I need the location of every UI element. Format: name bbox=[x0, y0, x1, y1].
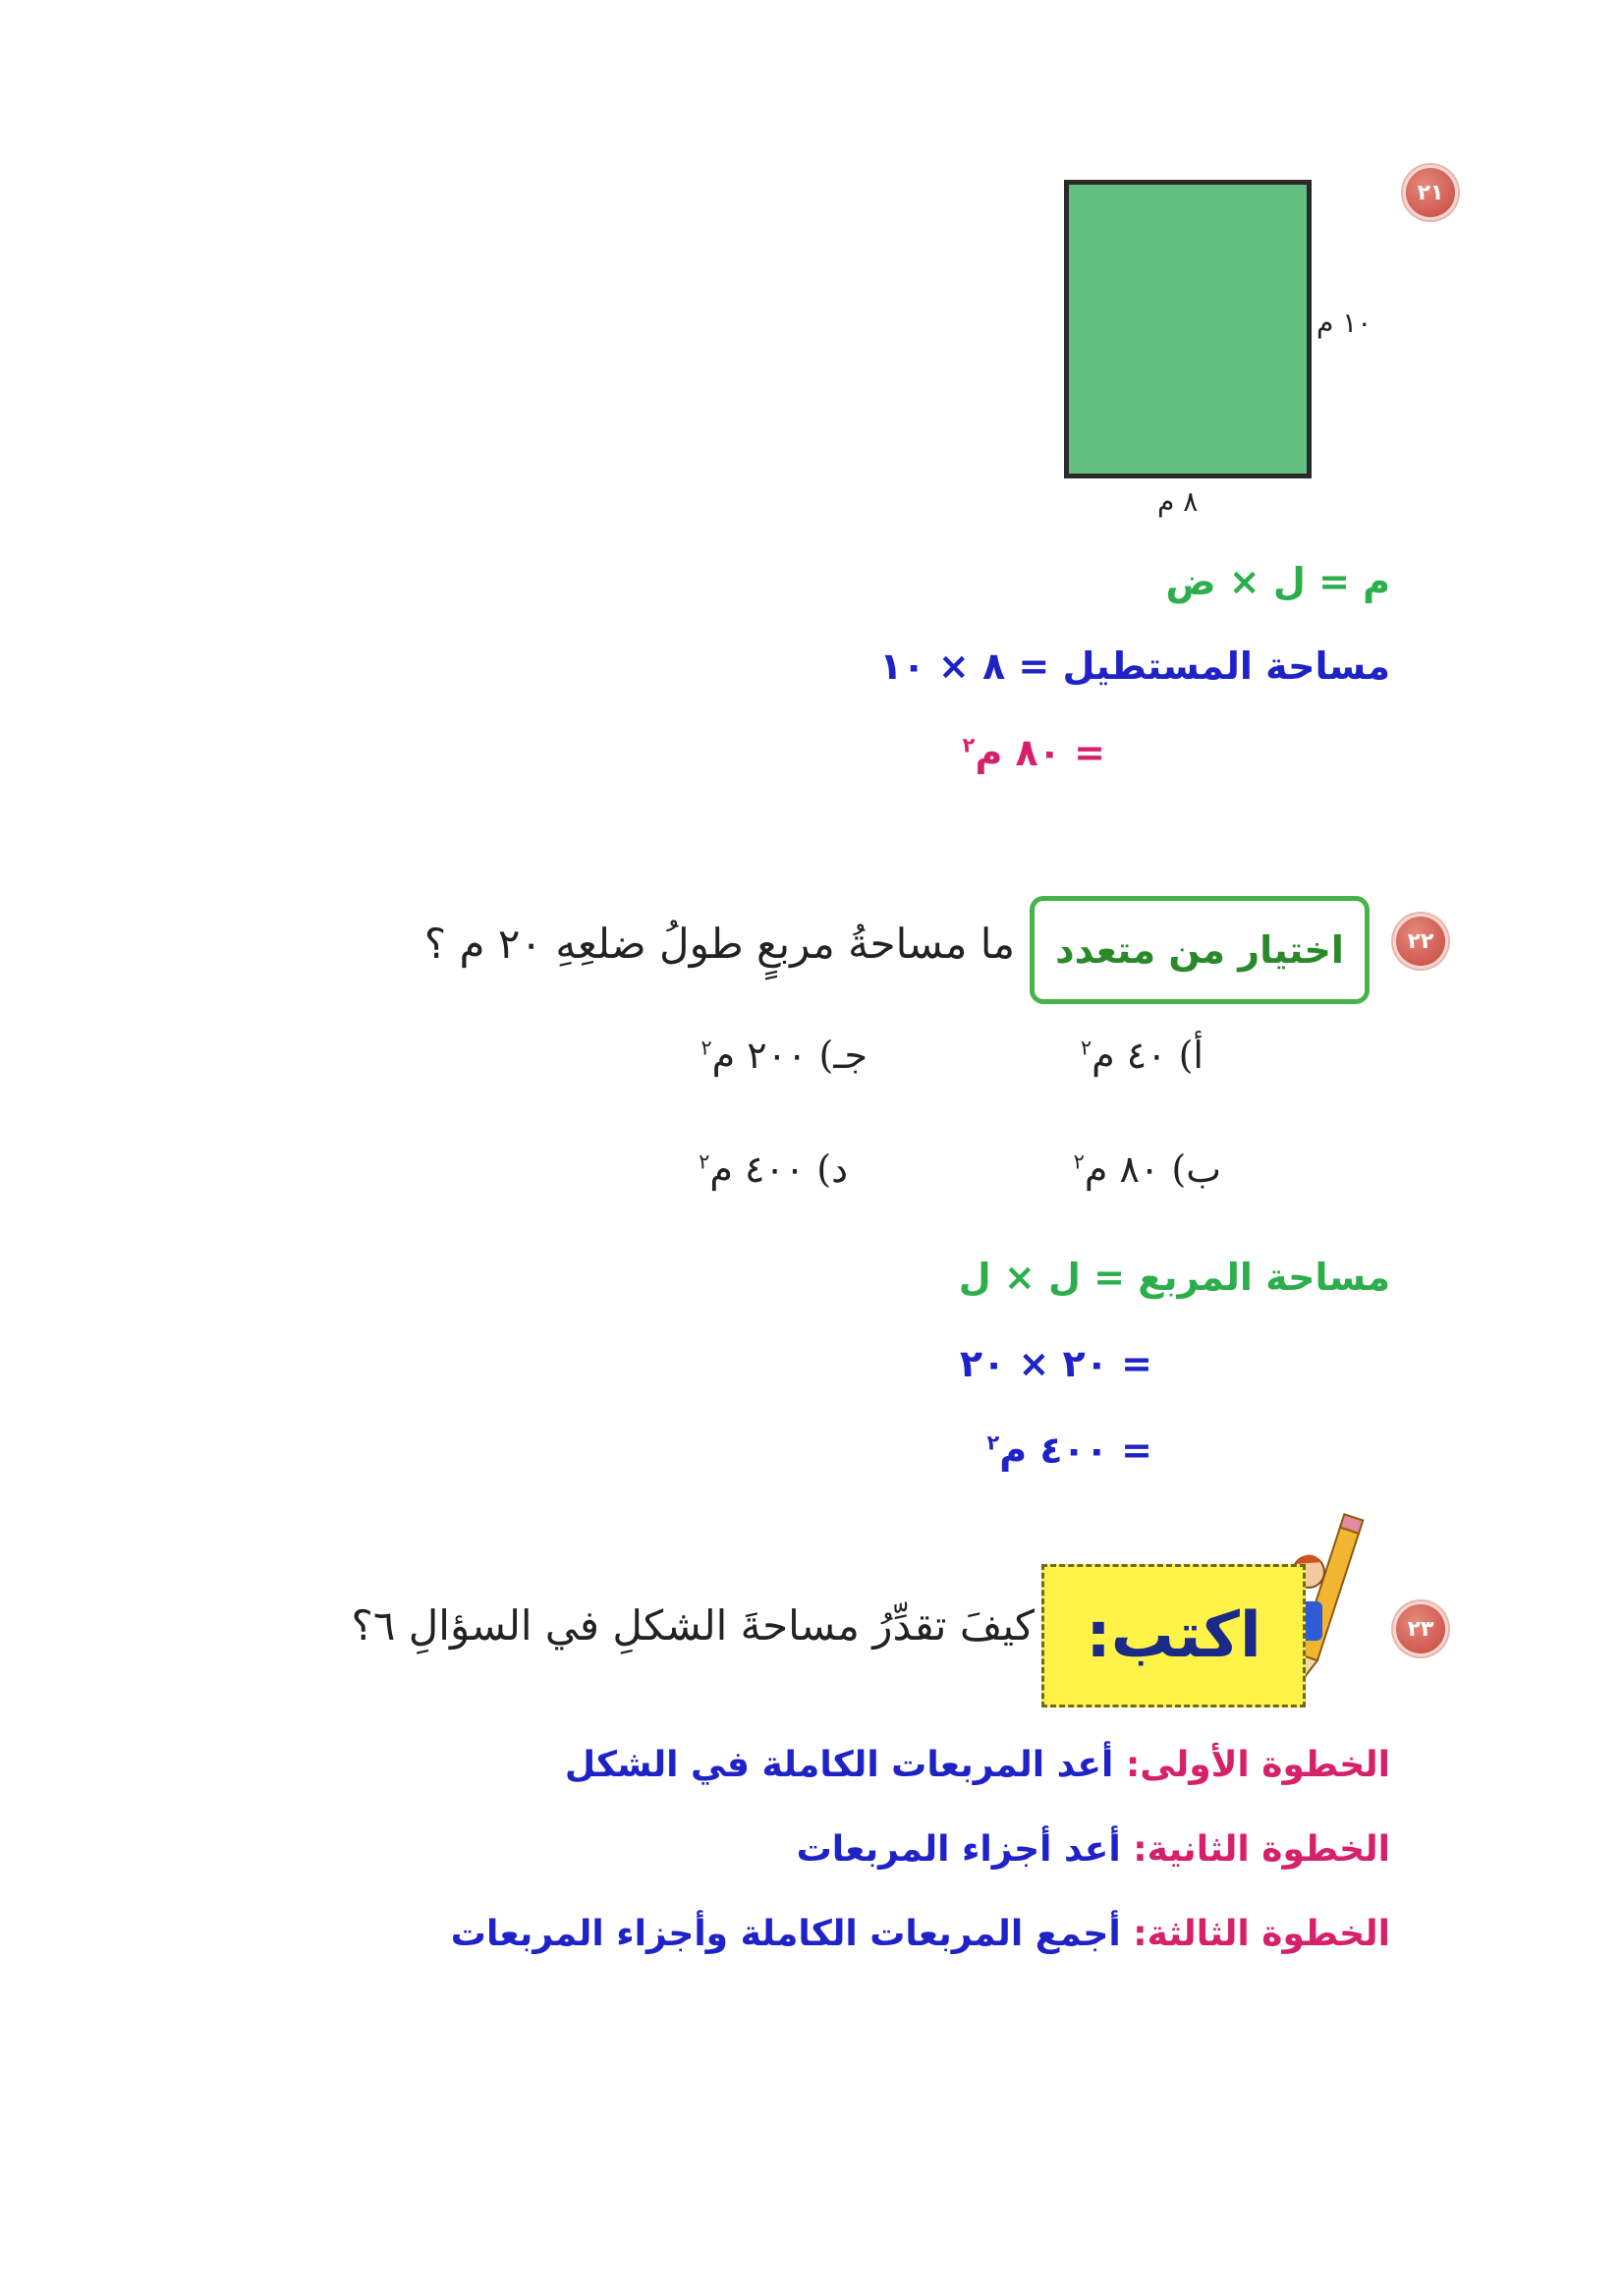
step-1-label: الخطوة الأولى: bbox=[1125, 1745, 1390, 1785]
step-1-text: أعد المربعات الكاملة في الشكل bbox=[564, 1745, 1126, 1785]
option-d[interactable] bbox=[699, 1148, 848, 1191]
q21-formula: م = ل × ض bbox=[1165, 560, 1390, 603]
q22-calc: = ٢٠ × ٢٠ bbox=[959, 1342, 1152, 1385]
q21-area-calc: = ٨ × ١٠ bbox=[879, 644, 1050, 688]
q22-result bbox=[986, 1428, 1152, 1472]
multiple-choice-tag bbox=[1030, 896, 1370, 1004]
q22-formula-rhs: = ل × ل bbox=[958, 1256, 1125, 1299]
q21-area-line bbox=[879, 644, 1390, 688]
step-2 bbox=[797, 1829, 1390, 1870]
q22-formula bbox=[959, 1256, 1390, 1299]
q21-result-exponent: ٢ bbox=[962, 733, 976, 757]
option-a[interactable] bbox=[1081, 1034, 1204, 1077]
step-1 bbox=[565, 1745, 1390, 1785]
option-b[interactable] bbox=[1074, 1148, 1221, 1191]
option-a-label: أ) ٤٠ م bbox=[1092, 1034, 1204, 1077]
q21-area-label: مساحة المستطيل bbox=[1062, 644, 1390, 688]
q22-question: ما مساحةُ مربعٍ طولُ ضلعِهِ ٢٠ م ؟ bbox=[423, 920, 1015, 968]
option-b-exponent: ٢ bbox=[1073, 1149, 1085, 1174]
q22-result-exponent: ٢ bbox=[986, 1430, 1000, 1455]
option-c-label: جـ) ٢٠٠ م bbox=[711, 1034, 868, 1077]
option-b-label: ب) ٨٠ م bbox=[1084, 1148, 1221, 1191]
write-tag bbox=[1041, 1564, 1306, 1707]
q21-result-value: = ٨٠ م bbox=[975, 731, 1105, 774]
step-3-text: أجمع المربعات الكاملة وأجزاء المربعات bbox=[450, 1914, 1134, 1954]
step-2-label: الخطوة الثانية: bbox=[1133, 1829, 1390, 1870]
option-a-exponent: ٢ bbox=[1080, 1036, 1092, 1060]
write-tag-label: اكتب: bbox=[1086, 1599, 1261, 1672]
question-number-badge-23: ٢٣ bbox=[1393, 1601, 1448, 1656]
q22-result-value: = ٤٠٠ م bbox=[999, 1428, 1152, 1472]
rectangle-width-label: ٨ م bbox=[1157, 485, 1199, 518]
option-c[interactable] bbox=[700, 1034, 868, 1077]
rectangle-height-label: ١٠ م bbox=[1316, 307, 1372, 339]
q21-result bbox=[963, 731, 1105, 774]
question-number-badge-22: ٢٢ bbox=[1393, 914, 1448, 969]
option-d-label: د) ٤٠٠ م bbox=[709, 1148, 848, 1191]
question-number-badge-21: ٢١ bbox=[1403, 165, 1458, 220]
multiple-choice-tag-label: اختيار من متعدد bbox=[1055, 928, 1344, 972]
q22-formula-label: مساحة المربع bbox=[1138, 1256, 1390, 1299]
option-c-exponent: ٢ bbox=[700, 1036, 712, 1060]
step-2-text: أعد أجزاء المربعات bbox=[796, 1829, 1134, 1870]
option-d-exponent: ٢ bbox=[699, 1149, 710, 1174]
q23-question: كيفَ تقدِّرُ مساحةَ الشكلِ في السؤالِ ٦؟ bbox=[351, 1601, 1035, 1650]
rectangle-figure bbox=[1064, 180, 1312, 478]
step-3 bbox=[451, 1914, 1390, 1954]
step-3-label: الخطوة الثالثة: bbox=[1133, 1914, 1390, 1954]
